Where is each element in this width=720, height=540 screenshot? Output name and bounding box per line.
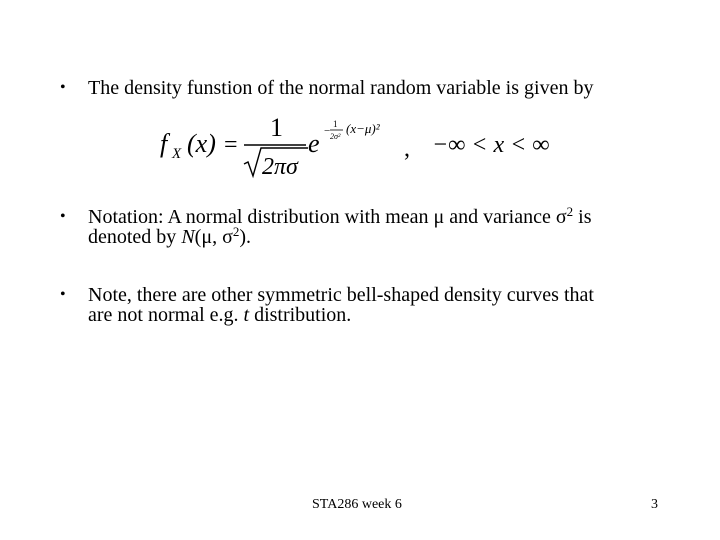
formula-f: f	[160, 129, 168, 158]
bullet-text	[88, 285, 678, 325]
formula-sub-x: X	[172, 146, 182, 162]
formula-sqrt-content: 2πσ	[262, 154, 298, 180]
formula-equals: =	[224, 132, 238, 158]
footer-course: STA286 week 6	[312, 497, 402, 512]
symbol-mu: μ	[201, 226, 213, 248]
bullet-dot: •	[60, 286, 66, 303]
symbol-mu: μ	[433, 206, 445, 228]
text-run: distribution.	[249, 304, 352, 326]
symbol-N: N	[181, 226, 195, 248]
normal-density-formula	[158, 112, 558, 182]
bullet-line	[88, 224, 678, 248]
text-run: denoted by	[88, 226, 182, 248]
bullet-dot: •	[60, 208, 66, 225]
text-run: are not normal e.g.	[88, 304, 244, 326]
text-run: is	[573, 206, 592, 228]
formula-exp-body: (x−μ)²	[346, 121, 380, 136]
formula-x-arg: (x)	[187, 129, 216, 158]
formula-exp-minus: −	[324, 125, 331, 137]
formula-comma: ,	[404, 136, 410, 162]
formula-svg	[158, 112, 558, 182]
formula-exp-frac-num: 1	[333, 119, 338, 129]
text-run: and variance	[444, 206, 556, 228]
bullet-line: Note, there are other symmetric bell-shaped density curves that	[88, 284, 594, 306]
superscript: 2	[232, 224, 240, 239]
page-number: 3	[651, 497, 658, 512]
bullet-text: The density funstion of the normal random variable is given by	[88, 77, 594, 99]
symbol-t: t	[243, 304, 250, 326]
text-run: ).	[239, 226, 252, 248]
symbol-sigma: σ	[222, 226, 233, 248]
superscript: 2	[566, 204, 574, 219]
text-run: Notation: A normal distribution with mean	[88, 206, 434, 228]
symbol-sigma: σ	[555, 206, 567, 228]
formula-domain: −∞ < x < ∞	[432, 132, 550, 158]
formula-numerator: 1	[270, 113, 283, 142]
text-run: ,	[212, 226, 223, 248]
bullet-line	[88, 305, 678, 325]
bullet-line	[88, 204, 678, 228]
text-run: (	[194, 226, 202, 248]
bullet-dot: •	[60, 79, 66, 96]
formula-e: e	[308, 129, 320, 158]
bullet-text	[88, 204, 678, 248]
formula-exp-frac-den: 2σ²	[330, 132, 341, 141]
